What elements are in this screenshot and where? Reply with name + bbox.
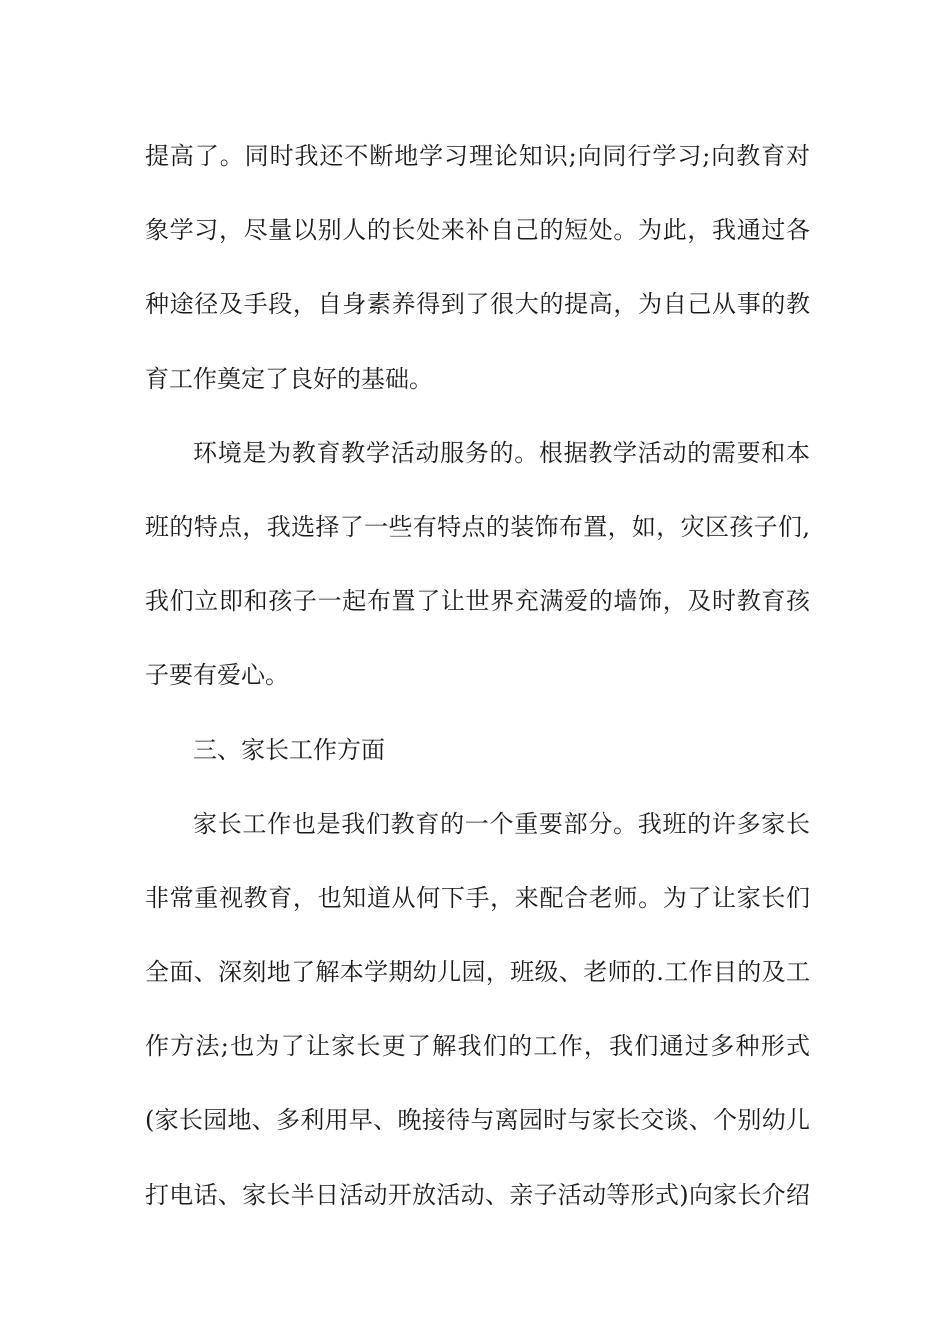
paragraph-line: 我们立即和孩子一起布置了让世界充满爱的墙饰，及时教育孩 bbox=[145, 587, 810, 616]
paragraph-line: 打电话、家长半日活动开放活动、亲子活动等形式)向家长介绍 bbox=[145, 1180, 810, 1209]
paragraph-line: 非常重视教育，也知道从何下手，来配合老师。为了让家长们 bbox=[145, 883, 810, 912]
paragraph-line: 子要有爱心。 bbox=[145, 661, 289, 690]
paragraph-line: 象学习，尽量以别人的长处来补自己的短处。为此，我通过各 bbox=[145, 216, 810, 245]
document-body bbox=[145, 126, 810, 1239]
paragraph-line: 作方法;也为了让家长更了解我们的工作，我们通过多种形式 bbox=[145, 1032, 810, 1061]
paragraph-line: (家长园地、多利用早、晚接待与离园时与家长交谈、个别幼儿 bbox=[145, 1106, 810, 1135]
paragraph-line: 全面、深刻地了解本学期幼儿园，班级、老师的.工作目的及工 bbox=[145, 958, 810, 987]
paragraph-line: 种途径及手段，自身素养得到了很大的提高，为自己从事的教 bbox=[145, 290, 810, 319]
section-heading: 三、家长工作方面 bbox=[193, 735, 385, 764]
paragraph-line: 提高了。同时我还不断地学习理论知识;向同行学习;向教育对 bbox=[145, 142, 810, 170]
paragraph-line: 家长工作也是我们教育的一个重要部分。我班的许多家长 bbox=[193, 809, 810, 838]
paragraph-line: 环境是为教育教学活动服务的。根据教学活动的需要和本 bbox=[193, 438, 810, 467]
paragraph-line: 班的特点，我选择了一些有特点的装饰布置，如，灾区孩子们, bbox=[145, 512, 810, 541]
paragraph-line: 育工作奠定了良好的基础。 bbox=[145, 364, 433, 393]
